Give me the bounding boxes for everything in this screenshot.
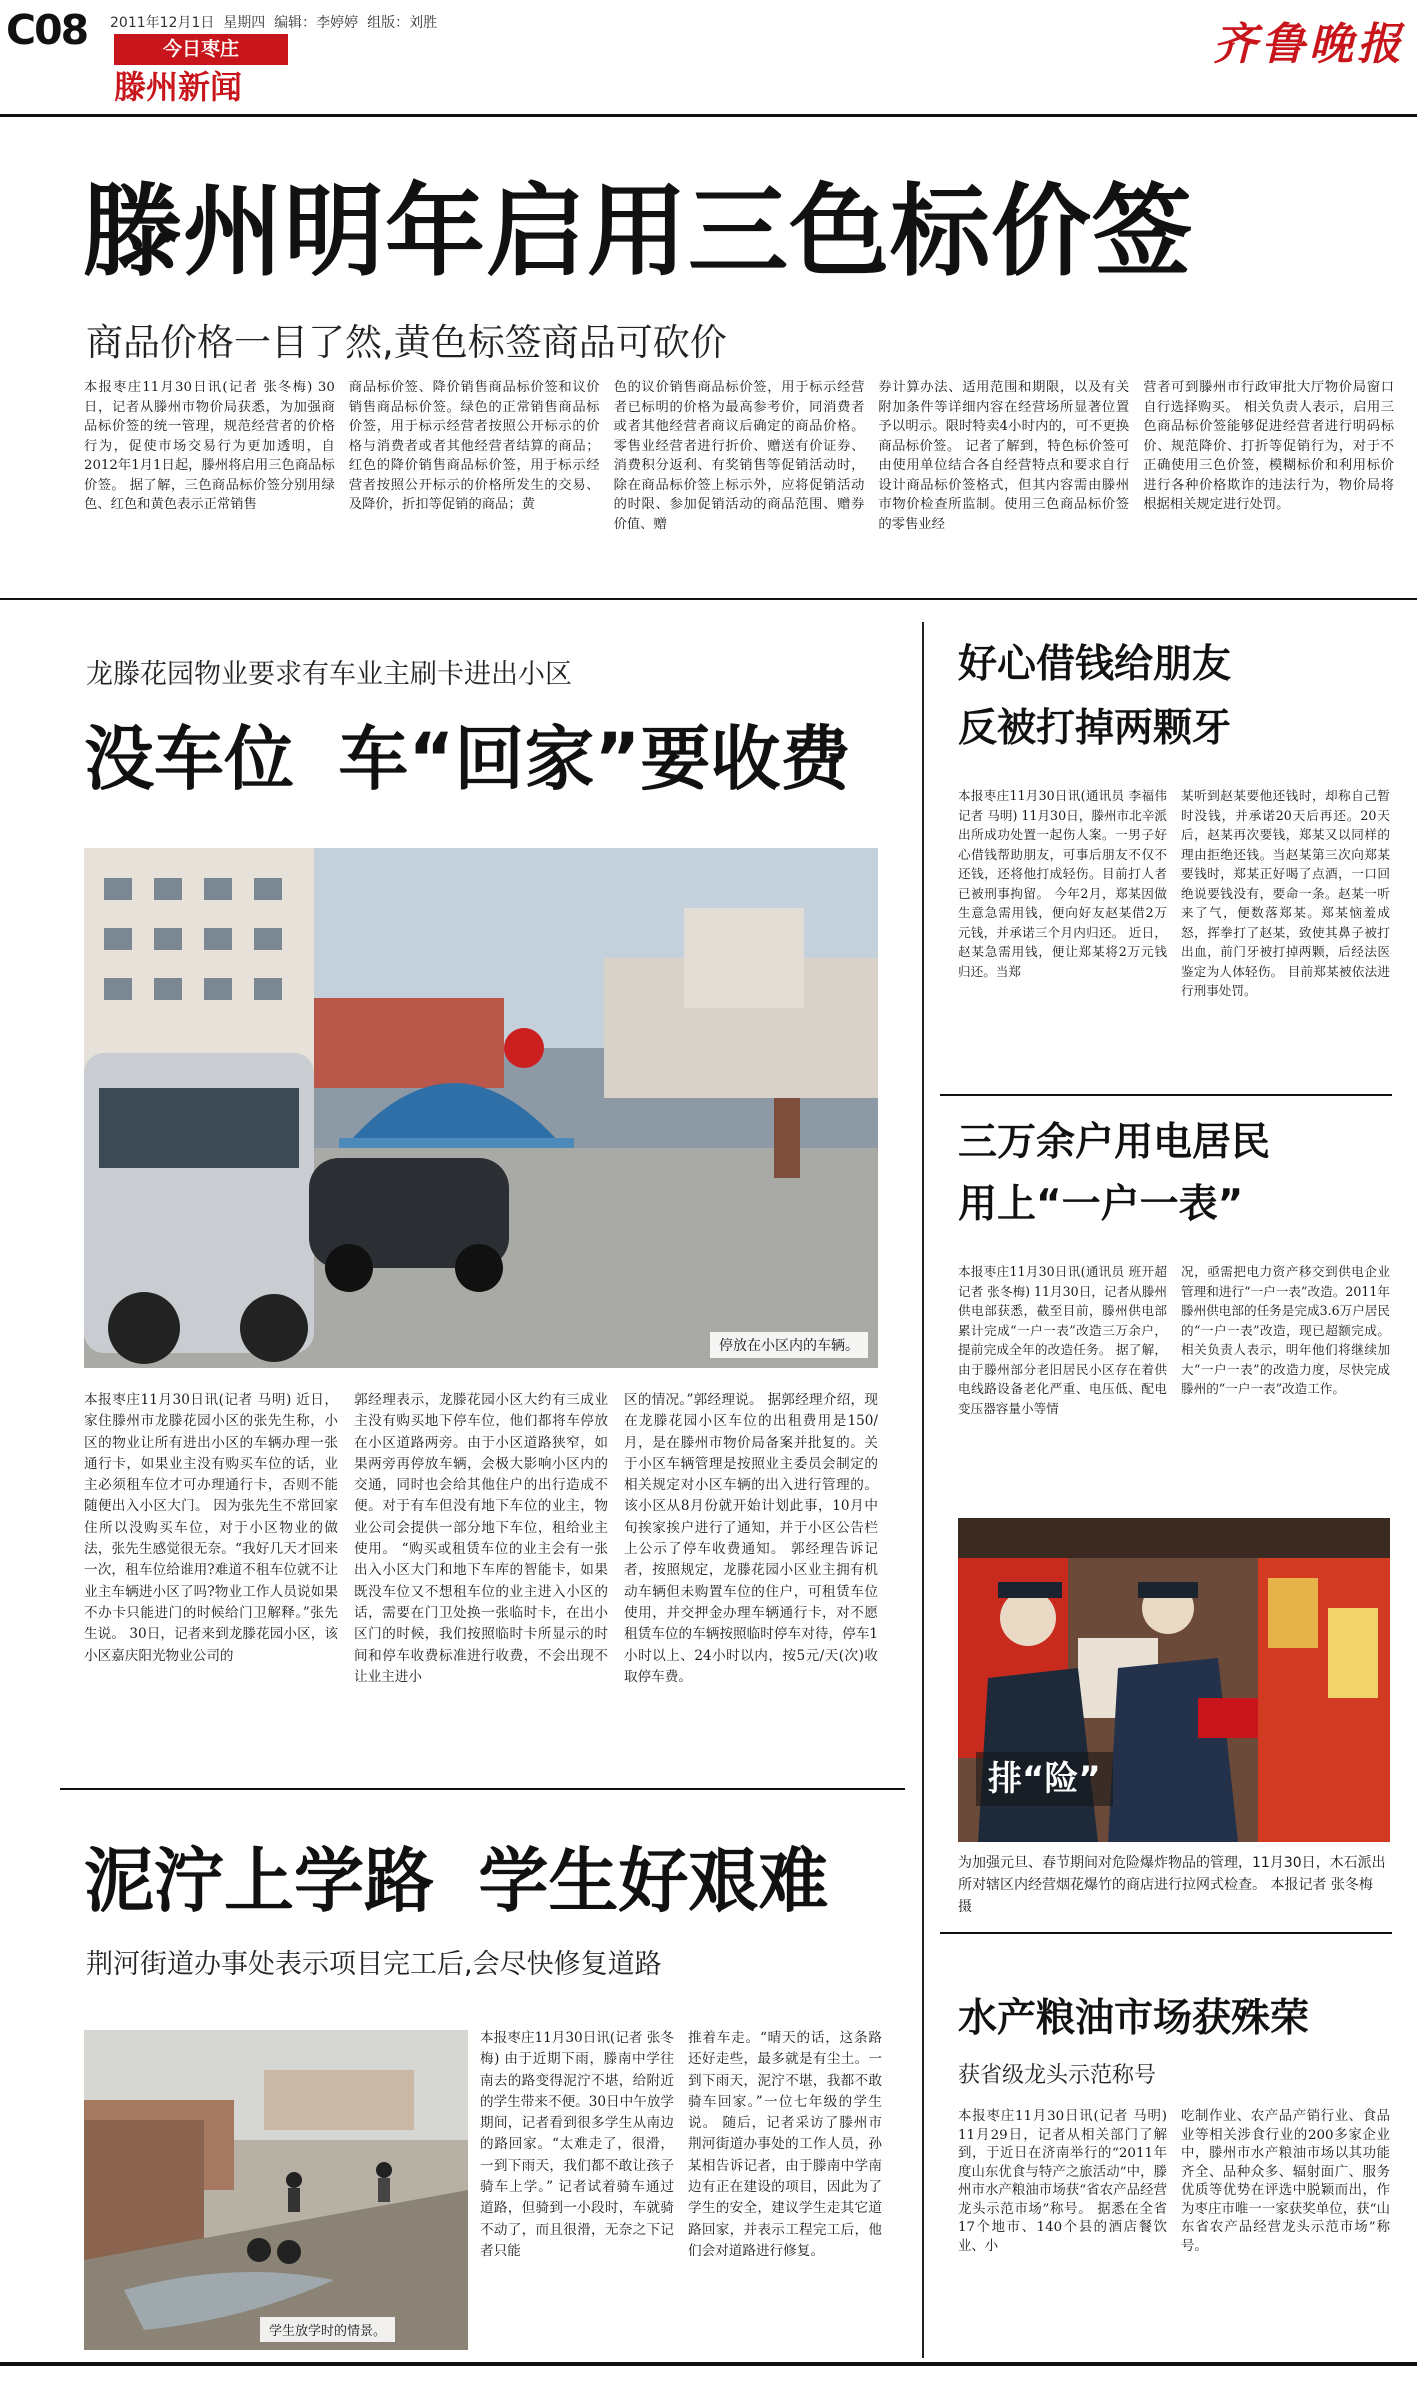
weekday: 星期四 — [223, 15, 266, 31]
newspaper-logo: 齐鲁晚报 — [1213, 19, 1405, 70]
loan-headline-line1: 好心借钱给朋友 — [958, 642, 1232, 687]
lead-headline: 滕州明年启用三色标价签 — [82, 173, 1193, 290]
muddy-road-image — [84, 2030, 468, 2350]
parking-photo-caption: 停放在小区内的车辆。 — [710, 1332, 868, 1358]
column-divider — [922, 622, 924, 2358]
section-rule — [0, 598, 1417, 600]
loan-body — [958, 786, 1390, 1080]
page-number: C08 — [6, 6, 88, 54]
meter-headline-line1: 三万余户用电居民 — [958, 1120, 1271, 1165]
meter-column: 况，亟需把电力资产移交到供电企业管理和进行“一户一表”改造。2011年滕州供电部的任务是完成3.6万户居民的“一户一表”改造，现已超额完成。 相关负责人表示，明年他们将继续加大“一户一表”的改造力度，尽快完成滕州的“一户一表”改造工作。 — [1181, 1264, 1390, 1396]
market-body — [958, 2108, 1390, 2344]
market-subhead: 获省级龙头示范称号 — [958, 2063, 1157, 2088]
loan-column: 某听到赵某要他还钱时，却称自己暂时没钱，并承诺20天后再还。20天后，赵某再次要钱，郑某又以同样的理由拒绝还钱。当赵某第三次向郑某要钱时，郑某正好喝了点酒，一口回绝说要钱没有，要命一条。赵某一听来了气，便数落郑某。郑某恼羞成怒，挥拳打了赵某，致使其鼻子被打出血，前门牙被打掉两颗，后经法医鉴定为人体轻伤。 目前郑某被依法进行刑事处罚。 — [1181, 788, 1390, 998]
side-rule — [940, 1932, 1392, 1934]
layout-credit: 组版：刘胜 — [367, 15, 438, 31]
hazard-caption: 为加强元旦、春节期间对危险爆炸物品的管理，11月30日，木石派出所对辖区内经营烟花爆竹的商店进行拉网式检查。 本报记者 张冬梅 摄 — [958, 1855, 1386, 1915]
side-rule — [940, 1094, 1392, 1096]
date: 2011年12月1日 — [110, 15, 215, 31]
parking-body — [84, 1390, 878, 1762]
market-column: 吃制作业、农产品产销行业、食品业等相关涉食行业的200多家企业中，滕州市水产粮油市场以其功能齐全、品种众多、辐射面广、服务优质等优势在评选中脱颖而出，作为枣庄市唯一一家获奖单位，获“山东省农产品经营龙头示范市场”称号。 — [1181, 2109, 1390, 2254]
parking-lot-image — [84, 848, 878, 1368]
hazard-photo — [958, 1518, 1390, 1842]
lead-column: 商品标价签、降价销售商品标价签和议价销售商品标价签。绿色的正常销售商品标价签，用于标示经营者按照公开标示的价格与消费者或者其他经营者结算的商品；红色的降价销售商品标价签，用于标示经营者按照公开标示的价格所发生的交易、及降价，折扣等促销的商品；黄 — [348, 380, 600, 512]
muddy-body — [480, 2028, 882, 2338]
lead-column: 本报枣庄11月30日讯(记者 张冬梅) 30日，记者从滕州市物价局获悉，为加强商品标价签的统一管理，规范经营者的价格行为，促使市场交易行为更加透明，自2012年1月1日起，滕州将启用三色商品标价签。 据了解，三色商品标价签分别用绿色、红色和黄色表示正常销售 — [84, 380, 335, 512]
market-headline: 水产粮油市场获殊荣 — [958, 1996, 1310, 2041]
parking-column: 郭经理表示，龙滕花园小区大约有三成业主没有购买地下停车位，他们都将车停放在小区道路两旁。由于小区道路狭窄，如果两旁再停放车辆，会极大影响小区内的交通，同时也会给其他住户的出行造成不便。对于有车但没有地下车位的业主，物业公司会提供一部分地下车位，租给业主使用。 “购买或租赁车位的业主会有一张出入小区大门和地下车库的智能卡，如果既没车位又不想租车位的业主进入小区的话，需要在门卫处换一张临时卡，在出小区门的时候，我们按照临时卡所显示的时间和停车收费标准进行收费，不会出现不让业主进小 — [354, 1392, 608, 1685]
section-rule — [60, 1788, 905, 1790]
muddy-kicker: 荆河街道办事处表示项目完工后,会尽快修复道路 — [86, 1949, 662, 1980]
lead-column: 营者可到滕州市行政审批大厅物价局窗口自行选择购买。 相关负责人表示，启用三色商品标价签能够促进经营者进行明码标价、规范降价、打折等促销行为，对于不正确使用三色价签，模糊标价和利用标价进行各种价格欺诈的违法行为，物价局将根据相关规定进行处罚。 — [1143, 380, 1394, 512]
market-column: 本报枣庄11月30日讯(记者 马明) 11月29日，记者从相关部门了解到，于近日在济南举行的“2011年度山东优食与特产之旅活动”中，滕州市水产粮油市场获“省农产品经营龙头示范市场”称号。 据悉在全省17个地市、140个县的酒店餐饮业、小 — [958, 2109, 1167, 2254]
meter-headline-line2: 用上“一户一表” — [958, 1182, 1244, 1227]
loan-column: 本报枣庄11月30日讯(通讯员 李福伟 记者 马明) 11月30日，滕州市北辛派出所成功处置一起伤人案。一男子好心借钱帮助朋友，可事后朋友不仅不还钱，还将他打成轻伤。目前打人者已被刑事拘留。 今年2月，郑某因做生意急需用钱，便向好友赵某借2万元钱，并承诺三个月内归还。 近日，赵某急需用钱，便让郑某将2万元钱归还。当郑 — [958, 788, 1167, 979]
lead-subhead: 商品价格一目了然,黄色标签商品可砍价 — [86, 321, 727, 364]
parking-photo — [84, 848, 878, 1368]
muddy-headline: 泥泞上学路 学生好艰难 — [84, 1840, 829, 1922]
lead-column: 色的议价销售商品标价签，用于标示经营者已标明的价格为最高参考价，同消费者或者其他经营者商议后确定的商品价格。 零售业经营者进行折价、赠送有价证券、消费积分返利、有奖销售等促销活动时，除在商品标价签上标示外，应将促销活动的时限、参加促销活动的商品范围、赠券价值、赠 — [613, 380, 865, 532]
section-tag: 今日枣庄 — [114, 34, 288, 65]
editor: 编辑：李婷婷 — [274, 15, 359, 31]
parking-column: 本报枣庄11月30日讯(记者 马明) 近日，家住滕州市龙滕花园小区的张先生称，小区的物业让所有进出小区的车辆办理一张通行卡，如果业主没有购买车位的话，业主必须租车位才可办理通行卡，否则不能随便出入小区大门。 因为张先生不常回家住所以没购买车位，对于小区物业的做法，张先生感觉很无奈。“我好几天才回来一次，租车位给谁用?难道不租车位就不让业主车辆进小区了吗?物业工作人员说如果不办卡只能进门的时候给门卫解释。”张先生说。 30日，记者来到龙滕花园小区，该小区嘉庆阳光物业公司的 — [84, 1392, 338, 1664]
section-name: 滕州新闻 — [114, 68, 243, 106]
issue-date — [110, 12, 437, 32]
meter-column: 本报枣庄11月30日讯(通讯员 班开超 记者 张冬梅) 11月30日，记者从滕州供电部获悉，截至目前，滕州供电部累计完成“一户一表”改造三万余户，提前完成全年的改造任务。 据了解，由于滕州部分老旧居民小区存在着供电线路设备老化严重、电压低、配电变压器容量小等情 — [958, 1264, 1167, 1416]
meter-body — [958, 1262, 1390, 1500]
muddy-photo-caption: 学生放学时的情景。 — [260, 2317, 395, 2342]
masthead-rule — [0, 114, 1417, 117]
muddy-photo — [84, 2030, 468, 2350]
lead-column: 券计算办法、适用范围和期限，以及有关附加条件等详细内容在经营场所显著位置予以明示。限时特卖4小时内的，可不更换商品标价签。 记者了解到，特色标价签可由使用单位结合各自经营特点和要求自行设计商品标价签格式，但其内容需由滕州市物价检查所监制。使用三色商品标价签的零售业经 — [878, 380, 1130, 532]
muddy-column: 推着车走。“晴天的话，这条路还好走些，最多就是有尘土。一到下雨天，泥泞不堪，我都不敢骑车回家。”一位七年级的学生说。 随后，记者采访了滕州市荆河街道办事处的工作人员，孙某相告诉记者，由于滕南中学南边有正在建设的项目，因此为了学生的安全，建议学生走其它道路回家，并表示工程完工后，他们会对道路进行修复。 — [688, 2030, 882, 2259]
muddy-column: 本报枣庄11月30日讯(记者 张冬梅) 由于近期下雨，滕南中学往南去的路变得泥泞不堪，给附近的学生带来不便。30日中午放学期间，记者看到很多学生从南边的路回家。“太难走了，很滑，一到下雨天，我们都不敢让孩子骑车上学。” 记者试着骑车通过道路，但骑到一小段时，车就骑不动了，而且很滑，无奈之下记者只能 — [480, 2030, 674, 2259]
parking-column: 区的情况。”郭经理说。 据郭经理介绍，现在龙滕花园小区车位的出租费用是150/月，是在滕州市物价局备案并批复的。关于小区车辆管理是按照业主委员会制定的相关规定对小区车辆的出入进行管理的。该小区从8月份就开始计划此事，10月中旬挨家挨户进行了通知，并于小区公告栏上公示了停车收费通知。 郭经理告诉记者，按照规定，龙滕花园小区业主拥有机动车辆但未购置车位的住户，可租赁车位使用，并交押金办理车辆通行卡，对不愿租赁车位的车辆按照临时停车对待，停车1小时以上、24小时以内，按5元/天(次)收取停车费。 — [624, 1392, 878, 1685]
loan-headline-line2: 反被打掉两颗牙 — [958, 706, 1232, 751]
hazard-photo-title: 排“险” — [976, 1752, 1113, 1806]
lead-body — [84, 378, 1394, 580]
parking-kicker: 龙滕花园物业要求有车业主刷卡进出小区 — [86, 659, 572, 690]
bottom-rule — [0, 2362, 1417, 2366]
parking-headline: 没车位 车“回家”要收费 — [84, 718, 851, 800]
